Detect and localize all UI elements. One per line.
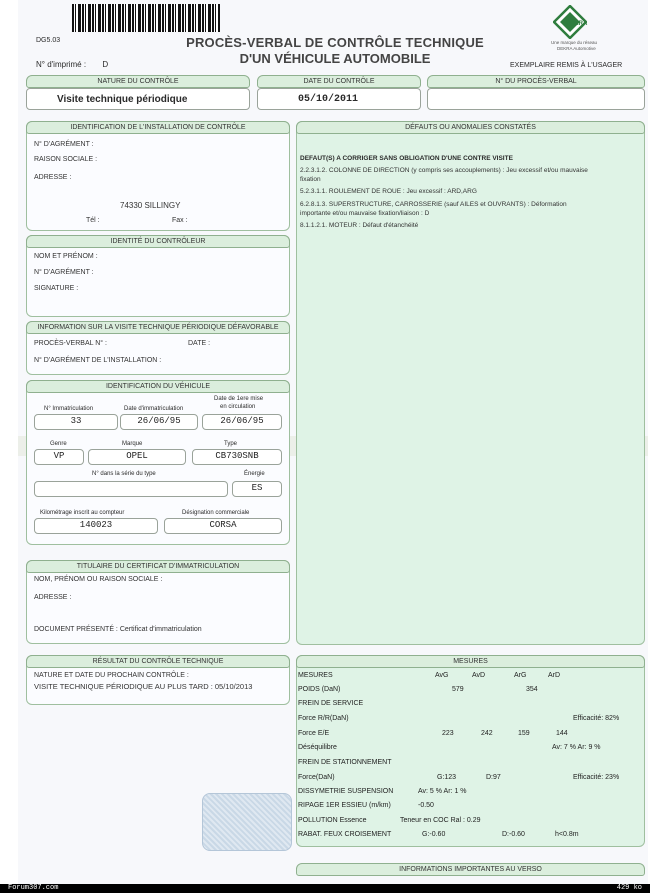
stationnement-d: D:97 (486, 774, 501, 781)
desequilibre-label: Déséquilibre (298, 744, 337, 751)
date-field (257, 88, 421, 110)
frein-stationnement-label: FREIN DE STATIONNEMENT (298, 759, 392, 766)
info-visite-header: INFORMATION SUR LA VISITE TECHNIQUE PÉRIODIQUE DÉFAVORABLE (26, 321, 290, 334)
vehicule-header: IDENTIFICATION DU VÉHICULE (26, 380, 290, 393)
date-immat-field (120, 414, 198, 430)
form-code: DG5.03 (36, 37, 61, 44)
defaut-item: 6.2.8.1.3. SUPERSTRUCTURE, CARROSSERIE (sauf AILES et OUVRANTS) : Déformation (300, 201, 567, 208)
controleur-nom: NOM ET PRÉNOM : (34, 253, 98, 260)
brand-tagline1: Une marque du réseau (551, 40, 598, 45)
force-ee-avg: 223 (442, 730, 454, 737)
poids-label: POIDS (DaN) (298, 686, 341, 693)
rabat-d: D:-0.60 (502, 831, 525, 838)
marque-label: Marque (122, 441, 143, 447)
date-1ere-field (202, 414, 282, 430)
marque-value: OPEL (126, 451, 148, 461)
installation-fax: Fax : (172, 217, 188, 224)
rabat-g: G:-0.60 (422, 831, 446, 838)
rabat-h: h<0.8m (555, 831, 579, 838)
controleur-signature: SIGNATURE : (34, 285, 79, 292)
installation-adresse: ADRESSE : (34, 174, 72, 181)
pollution-value: Teneur en COC Ral : 0.29 (400, 817, 481, 824)
nature-field (26, 88, 250, 110)
footer-size: 429 ko (616, 884, 642, 892)
stationnement-g: G:123 (437, 774, 457, 781)
defaut-item: 5.2.3.1.1. ROULEMENT DE ROUE : Jeu excessif : ARD,ARG (300, 188, 477, 195)
installation-header: IDENTIFICATION DE L'INSTALLATION DE CONTRÔLE (26, 121, 290, 134)
genre-field (34, 449, 84, 465)
info-verso-header: INFORMATIONS IMPORTANTES AU VERSO (296, 863, 645, 876)
titulaire-nom: NOM, PRÉNOM OU RAISON SOCIALE : (34, 576, 163, 583)
installation-raison: RAISON SOCIALE : (34, 156, 98, 163)
designation-field (164, 518, 282, 534)
immat-value: 33 (70, 416, 82, 426)
mesures-col-avd: AvD (472, 672, 486, 679)
energie-field (232, 481, 282, 497)
info-visite-pv: PROCÈS-VERBAL N° : (34, 340, 107, 347)
brand-name: DEKRA (566, 21, 588, 27)
document-title-line1: PROCÈS-VERBAL DE CONTRÔLE TECHNIQUE (186, 35, 484, 50)
info-visite-date: DATE : (188, 340, 211, 347)
pv-field (427, 88, 645, 110)
energie-value: ES (251, 483, 263, 493)
printed-no-value: D (102, 60, 109, 69)
nature-label: NATURE DU CONTRÔLE (26, 75, 250, 88)
titulaire-document: DOCUMENT PRÉSENTÉ : Certificat d'immatriculation (34, 626, 202, 633)
mesures-header: MESURES (296, 655, 645, 668)
designation-value: CORSA (209, 520, 237, 530)
defaut-item: 2.2.3.1.2. COLONNE DE DIRECTION (y compris ses accouplements) : Jeu excessif et/ou mauvaise (300, 167, 588, 174)
poids-arg: 354 (526, 686, 538, 693)
document-title-line2: D'UN VÉHICULE AUTOMOBILE (239, 51, 431, 66)
date-immat-value: 26/06/95 (137, 416, 181, 426)
defaut-item: importante et/ou mauvaise fixation/liaison : D (300, 210, 430, 217)
km-value: 140023 (79, 520, 113, 530)
printed-no (36, 60, 108, 69)
efficacite-service: Efficacité: 82% (573, 715, 620, 722)
pv-label: N° DU PROCÈS-VERBAL (427, 75, 645, 88)
frein-service-label: FREIN DE SERVICE (298, 700, 364, 707)
serie-field (34, 481, 228, 497)
ripage-label: RIPAGE 1ER ESSIEU (m/km) (298, 802, 391, 809)
pollution-label: POLLUTION Essence (298, 817, 367, 824)
stamp-image (202, 793, 292, 851)
resultat-line2: VISITE TECHNIQUE PÉRIODIQUE AU PLUS TARD : 05/10/2013 (34, 682, 253, 691)
dissymetrie-label: DISSYMETRIE SUSPENSION (298, 788, 394, 795)
genre-value: VP (53, 451, 65, 461)
mesures-col-avg: AvG (435, 672, 449, 679)
energie-label: Énergie (244, 471, 265, 477)
defaut-item: fixation (300, 176, 321, 183)
defauts-header: DÉFAUTS OU ANOMALIES CONSTATÉS (296, 121, 645, 134)
brand-tagline2: DEKRA Automotive (557, 46, 596, 51)
ripage-value: -0.50 (418, 802, 434, 809)
titulaire-header: TITULAIRE DU CERTIFICAT D'IMMATRICULATION (26, 560, 290, 573)
type-value: CB730SNB (215, 451, 259, 461)
force-ee-label: Force E/E (298, 730, 330, 737)
date-1ere-label2: en circulation (220, 404, 256, 410)
poids-avg: 579 (452, 686, 464, 693)
force-rr-label: Force R/R(DaN) (298, 715, 349, 722)
immat-field (34, 414, 118, 430)
defaut-item: 8.1.1.2.1. MOTEUR : Défaut d'étanchéité (300, 222, 419, 229)
mesures-col-arg: ArG (514, 672, 527, 679)
footer-source: Forum307.com (8, 884, 59, 892)
footer-bar (0, 884, 650, 893)
serie-value (35, 482, 227, 483)
titulaire-adresse: ADRESSE : (34, 594, 72, 601)
installation-tel: Tél : (86, 217, 100, 224)
serie-label: N° dans la série du type (92, 471, 156, 477)
copy-note: EXEMPLAIRE REMIS À L'USAGER (510, 62, 623, 69)
info-visite-agrement: N° D'AGRÉMENT DE L'INSTALLATION : (34, 357, 162, 364)
defauts-panel (296, 121, 645, 645)
date-1ere-label1: Date de 1ere mise (214, 396, 264, 402)
controleur-agrement: N° D'AGRÉMENT : (34, 269, 94, 276)
date-label: DATE DU CONTRÔLE (257, 75, 421, 88)
mesures-col-ard: ArD (548, 672, 561, 679)
controleur-header: IDENTITÉ DU CONTRÔLEUR (26, 235, 290, 248)
designation-label: Désignation commerciale (182, 510, 250, 516)
installation-agrement: N° D'AGRÉMENT : (34, 141, 94, 148)
installation-city: 74330 SILLINGY (120, 201, 181, 210)
type-label: Type (224, 441, 238, 447)
km-field (34, 518, 158, 534)
immat-label: N° Immatriculation (44, 406, 94, 412)
nature-value: Visite technique périodique (57, 94, 188, 105)
pv-value (428, 89, 644, 99)
resultat-header: RÉSULTAT DU CONTRÔLE TECHNIQUE (26, 655, 290, 668)
type-field (192, 449, 282, 465)
dissymetrie-values: Av: 5 % Ar: 1 % (418, 788, 467, 795)
force-ee-arg: 159 (518, 730, 530, 737)
marque-field (88, 449, 186, 465)
defauts-title: DEFAUT(S) A CORRIGER SANS OBLIGATION D'UNE CONTRE VISITE (300, 155, 513, 162)
barcode (72, 4, 220, 32)
force-dan-label: Force(DaN) (298, 774, 335, 781)
date-1ere-value: 26/06/95 (220, 416, 264, 426)
printed-no-label: N° d'imprimé : (36, 60, 87, 69)
rabat-label: RABAT. FEUX CROISEMENT (298, 831, 392, 838)
desequilibre-values: Av: 7 % Ar: 9 % (552, 744, 601, 751)
force-ee-avd: 242 (481, 730, 493, 737)
force-ee-ard: 144 (556, 730, 568, 737)
mesures-col-title: MESURES (298, 672, 333, 679)
resultat-line1: NATURE ET DATE DU PROCHAIN CONTRÔLE : (34, 672, 189, 679)
date-immat-label: Date d'immatriculation (124, 406, 184, 412)
date-value: 05/10/2011 (298, 94, 359, 105)
genre-label: Genre (50, 441, 67, 447)
efficacite-stationnement: Efficacité: 23% (573, 774, 620, 781)
km-label: Kilométrage inscrit au compteur (40, 510, 125, 516)
